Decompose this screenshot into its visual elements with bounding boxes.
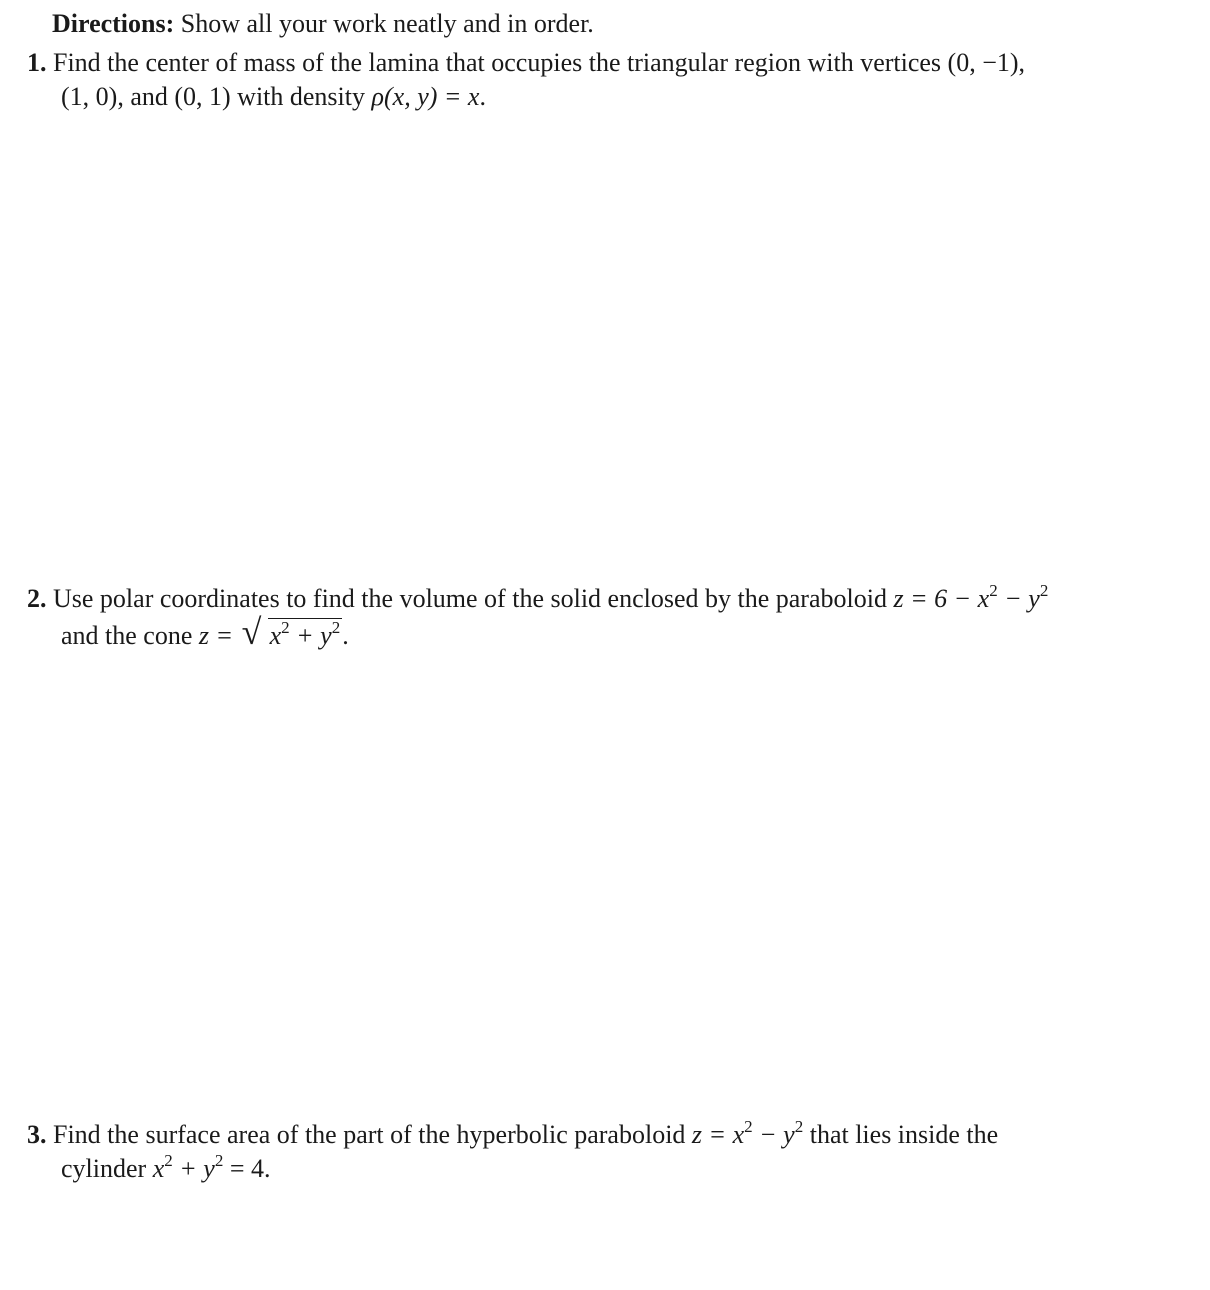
- cyl-x: x: [152, 1154, 165, 1183]
- problem-1-period: .: [479, 82, 486, 111]
- problem-2-text-cont: and the cone: [61, 621, 199, 650]
- problem-1-line-1: [27, 48, 1025, 78]
- problem-3-number: 3.: [27, 1120, 47, 1149]
- exponent: 2: [214, 1151, 224, 1170]
- hyperbolic-paraboloid-formula: [691, 1117, 804, 1149]
- directions-line: [52, 9, 594, 39]
- paraboloid-y: − y: [997, 584, 1040, 613]
- directions-label: Directions:: [52, 9, 175, 38]
- problem-3-text-cont: cylinder: [61, 1154, 153, 1183]
- hp-z: z = x: [691, 1120, 745, 1149]
- sqrt-symbol: [240, 612, 343, 654]
- problem-3-text: Find the surface area of the part of the hyperbolic paraboloid: [53, 1120, 692, 1149]
- radicand-x: x: [269, 621, 282, 650]
- problem-1-text: Find the center of mass of the lamina that occupies the triangular region with vertices (0, −1),: [53, 48, 1026, 77]
- problem-2-period: .: [342, 621, 349, 650]
- problem-2-line-1: [27, 581, 1049, 617]
- exponent: 2: [281, 618, 290, 637]
- cone-z: z =: [198, 621, 240, 650]
- problem-3-line-1: [27, 1117, 999, 1153]
- problem-2-number: 2.: [27, 584, 47, 613]
- problem-2-text: Use polar coordinates to find the volume of the solid enclosed by the paraboloid: [53, 584, 894, 613]
- exponent: 2: [164, 1151, 173, 1170]
- paraboloid-z: z = 6 − x: [893, 584, 990, 613]
- problem-3-text-after: that lies inside the: [803, 1120, 999, 1149]
- exponent: 2: [794, 1117, 804, 1136]
- paraboloid-formula: [893, 581, 1049, 613]
- exponent: 2: [331, 618, 341, 637]
- exponent: 2: [744, 1117, 753, 1136]
- cylinder-formula: [152, 1151, 271, 1183]
- radical-icon: √: [241, 612, 262, 652]
- hp-y: − y: [752, 1120, 795, 1149]
- radicand: [268, 618, 343, 654]
- exponent: 2: [1039, 581, 1049, 600]
- exponent: 2: [989, 581, 998, 600]
- cone-formula: [198, 612, 342, 652]
- directions-text: Show all your work neatly and in order.: [180, 9, 594, 38]
- density-formula: ρ(x, y) = x: [371, 82, 480, 111]
- radicand-y: + y: [289, 621, 332, 650]
- problem-2-line-2: [61, 612, 349, 654]
- problem-1-text-cont: (1, 0), and (0, 1) with density: [61, 82, 372, 111]
- problem-3-line-2: [61, 1151, 271, 1187]
- problem-1-number: 1.: [27, 48, 47, 77]
- cyl-y: + y: [172, 1154, 215, 1183]
- problem-1-line-2: [61, 82, 486, 112]
- cyl-end: = 4.: [223, 1154, 271, 1183]
